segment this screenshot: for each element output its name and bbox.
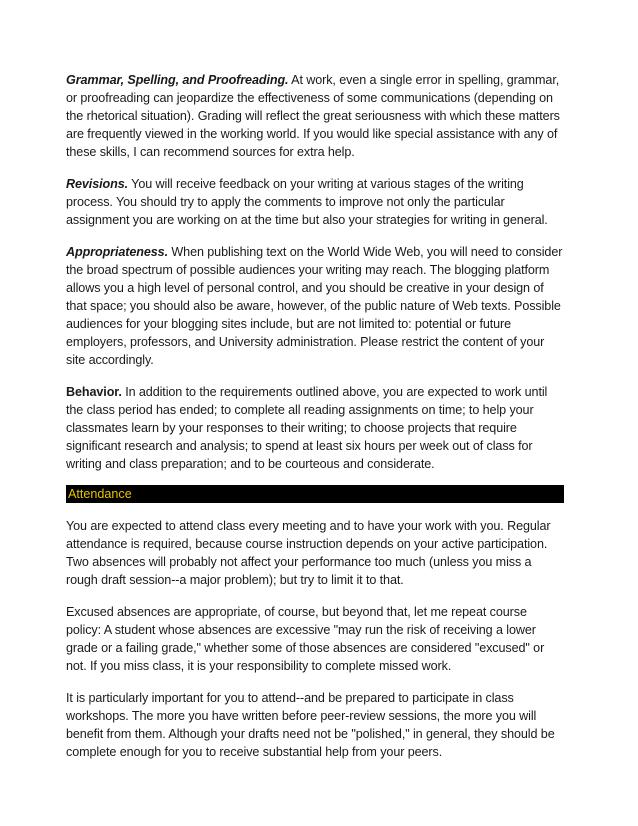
attendance-paragraph: You are expected to attend class every meeting and to have your work with you. Regular attendance is required, because course instruction depends on your active participation. Two absences will probably not affect your performance too much (unless you miss a rough draft session--a major problem); but try to limit it to that. <box>66 519 551 587</box>
paragraph-heading: Grammar, Spelling, and Proofreading. <box>66 73 289 87</box>
document-page <box>66 71 564 775</box>
paragraph-heading: Behavior. <box>66 385 122 399</box>
paragraph-revisions <box>66 175 564 229</box>
attendance-paragraph: It is particularly important for you to attend--and be prepared to participate in class workshops. The more you have written before peer-review sessions, the more you will benefit from them. Although your drafts need not be "polished," in general, they should be complete enough for you to receive substantial help from your peers. <box>66 691 555 759</box>
paragraph-appropriateness <box>66 243 564 369</box>
paragraph-text: You will receive feedback on your writing at various stages of the writing process. You should try to apply the comments to improve not only the particular assignment you are working on at the time but also your strategies for writing in general. <box>66 177 548 227</box>
paragraph-text: In addition to the requirements outlined above, you are expected to work until the class period has ended; to complete all reading assignments on time; to help your classmates learn by your responses to their writing; to choose projects that require significant research and analysis; to spend at least six hours per week out of class for writing and class preparation; and to be courteous and considerate. <box>66 385 548 471</box>
section-heading-attendance: Attendance <box>66 485 564 503</box>
paragraph-behavior <box>66 383 564 473</box>
paragraph-text: When publishing text on the World Wide Web, you will need to consider the broad spectrum of possible audiences your writing may reach. The blogging platform allows you a high level of personal control, and you should be creative in your design of that space; you should also be aware, however, of the public nature of Web texts. Possible audiences for your blogging sites include, but are not limited to: potential or future employers, professors, and University administration. Please restrict the content of your site accordingly. <box>66 245 563 367</box>
attendance-paragraph: Excused absences are appropriate, of course, but beyond that, let me repeat course policy: A student whose absences are excessive "may run the risk of receiving a lower grade or a failing grade," whether some of those absences are considered "excused" or not. If you miss class, it is your responsibility to complete missed work. <box>66 605 545 673</box>
paragraph-heading: Appropriateness. <box>66 245 168 259</box>
paragraph-grammar <box>66 71 564 161</box>
paragraph-text: At work, even a single error in spelling, grammar, or proofreading can jeopardize the effectiveness of some communications (depending on the rhetorical situation). Grading will reflect the great seriousness with which these matters are frequently viewed in the working world. If you would like special assistance with any of these skills, I can recommend sources for extra help. <box>66 73 560 159</box>
paragraph-heading: Revisions. <box>66 177 128 191</box>
